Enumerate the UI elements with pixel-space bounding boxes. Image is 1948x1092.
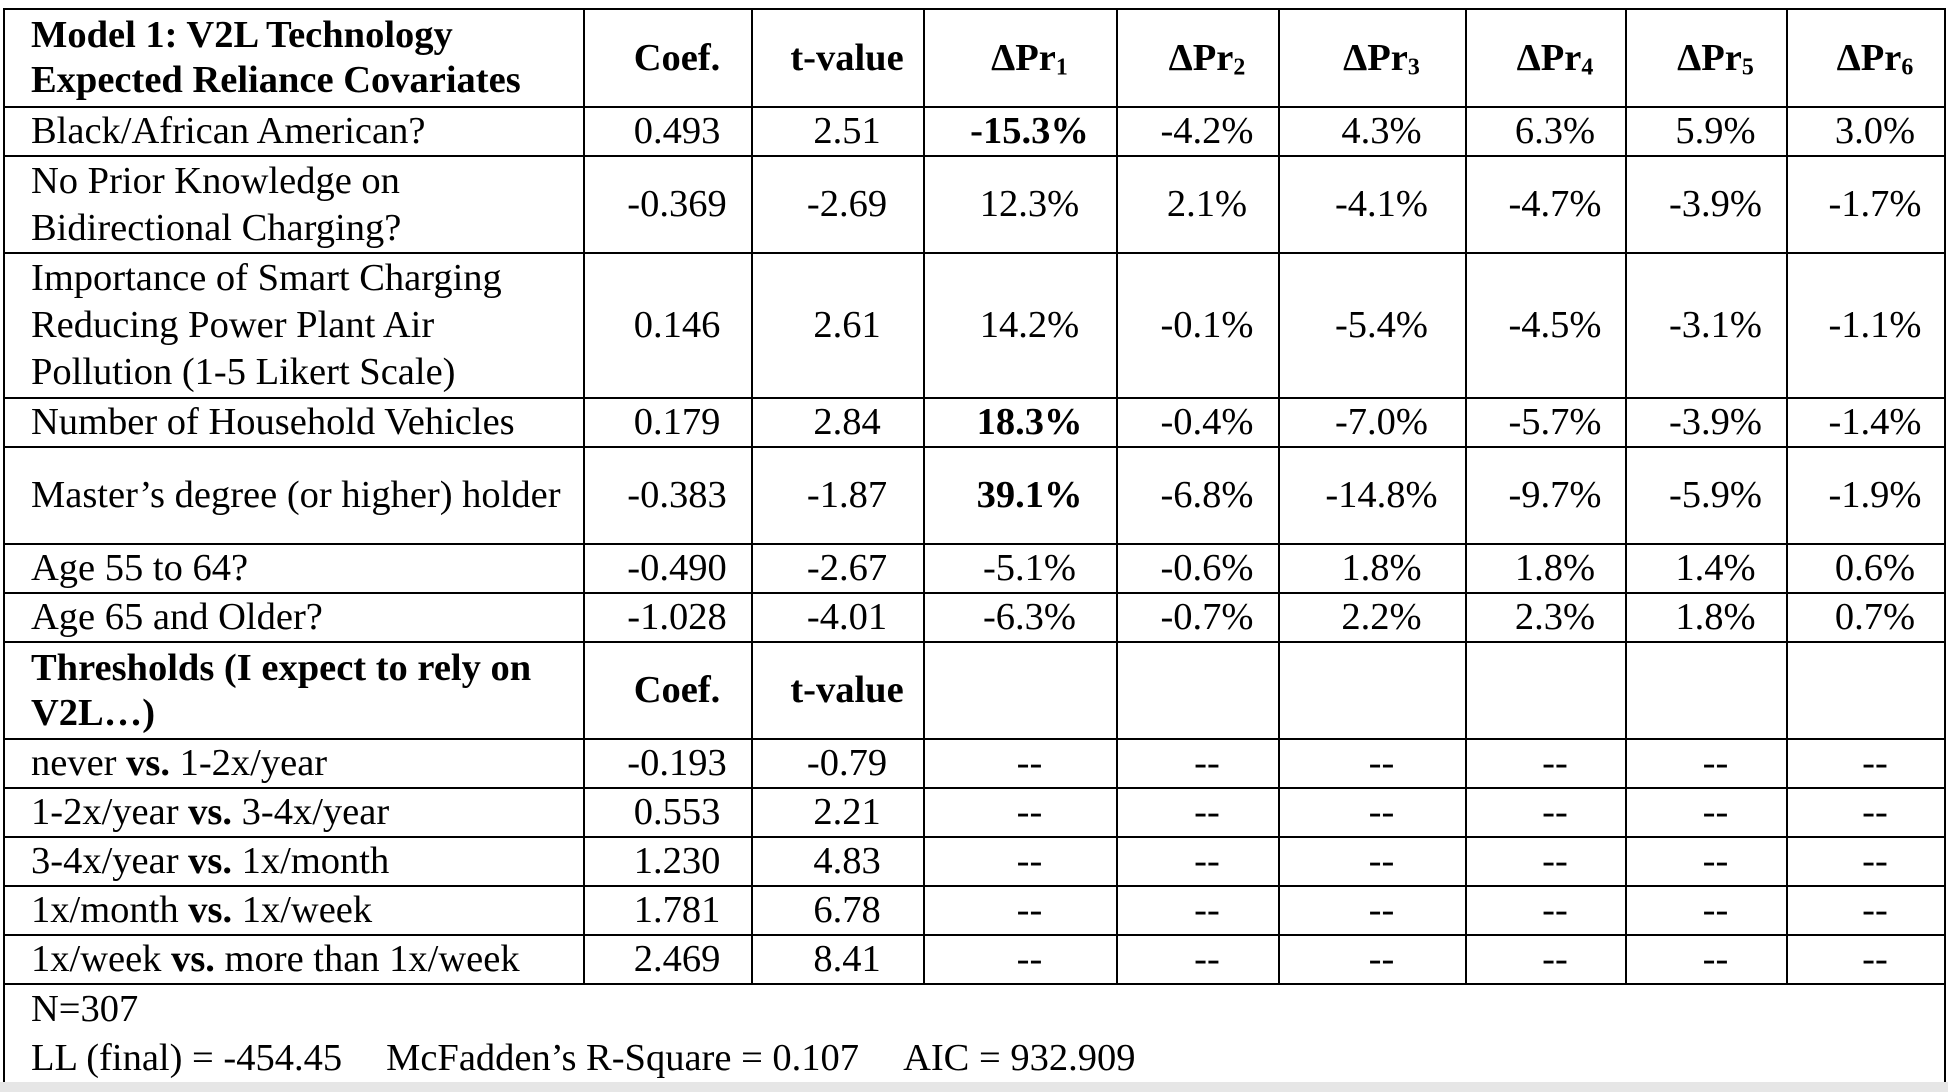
aic: AIC = 932.909 (903, 1037, 1136, 1079)
t-value-cell: -2.69 (752, 156, 924, 253)
dpr6-cell: -1.1% (1787, 253, 1945, 398)
dpr5-cell: 5.9% (1626, 107, 1787, 156)
row-label: Age 65 and Older? (4, 593, 584, 642)
coef-cell: -1.028 (584, 593, 752, 642)
t-value-cell: -2.67 (752, 544, 924, 593)
table-row (4, 156, 1945, 253)
dpr6-cell: -1.9% (1787, 447, 1945, 544)
dash-cell: -- (1626, 837, 1787, 886)
dpr5-cell: -3.1% (1626, 253, 1787, 398)
mcfadden-r-square: McFadden’s R-Square = 0.107 (386, 1037, 860, 1079)
coef-cell: 0.553 (584, 788, 752, 837)
threshold-label: 1x/week vs. more than 1x/week (4, 935, 584, 984)
dash-cell: -- (1466, 935, 1626, 984)
thresholds-header-row (4, 642, 1945, 739)
coef-header: Coef. (584, 9, 752, 107)
t-value-cell: 8.41 (752, 935, 924, 984)
empty-cell (1466, 642, 1626, 739)
dash-cell: -- (1117, 788, 1279, 837)
dpr2-cell: 2.1% (1117, 156, 1279, 253)
dpr3-cell: -5.4% (1279, 253, 1466, 398)
dpr3-cell: -14.8% (1279, 447, 1466, 544)
dpr3-cell: -7.0% (1279, 398, 1466, 447)
dash-cell: -- (1626, 935, 1787, 984)
t-value-cell: 2.51 (752, 107, 924, 156)
dash-cell: -- (1279, 935, 1466, 984)
coef-cell: 1.781 (584, 886, 752, 935)
dash-cell: -- (1466, 788, 1626, 837)
coef-cell: -0.383 (584, 447, 752, 544)
t-value-cell: -1.87 (752, 447, 924, 544)
dash-cell: -- (1117, 739, 1279, 788)
dash-cell: -- (924, 837, 1117, 886)
dpr4-cell: -5.7% (1466, 398, 1626, 447)
table-title: Model 1: V2L Technology Expected Reliance Covariates (4, 9, 584, 107)
dash-cell: -- (1466, 837, 1626, 886)
dash-cell: -- (924, 935, 1117, 984)
threshold-row (4, 886, 1945, 935)
dash-cell: -- (1117, 935, 1279, 984)
dpr4-cell: 6.3% (1466, 107, 1626, 156)
dash-cell: -- (1626, 739, 1787, 788)
threshold-label: 1-2x/year vs. 3-4x/year (4, 788, 584, 837)
t-value-cell: 2.21 (752, 788, 924, 837)
row-label: Importance of Smart Charging Reducing Power Plant Air Pollution (1-5 Likert Scale) (4, 253, 584, 398)
t-value-cell: 2.61 (752, 253, 924, 398)
dpr1-cell: -6.3% (924, 593, 1117, 642)
coef-cell: 0.146 (584, 253, 752, 398)
table-row (4, 447, 1945, 544)
dpr3-header: ΔPr$_3$ (1279, 9, 1466, 107)
dpr4-cell: 2.3% (1466, 593, 1626, 642)
dpr4-cell: 1.8% (1466, 544, 1626, 593)
model-fit-statistics (4, 984, 1945, 1083)
t-value-cell: -0.79 (752, 739, 924, 788)
dpr4-cell: -9.7% (1466, 447, 1626, 544)
t-value-cell: 2.84 (752, 398, 924, 447)
page-bottom-bar (0, 1082, 1948, 1092)
header-row (4, 9, 1945, 107)
dash-cell: -- (1626, 788, 1787, 837)
dash-cell: -- (924, 788, 1117, 837)
empty-cell (924, 642, 1117, 739)
threshold-label: 3-4x/year vs. 1x/month (4, 837, 584, 886)
thresholds-t-value-header: t-value (752, 642, 924, 739)
dpr5-cell: -5.9% (1626, 447, 1787, 544)
t-value-header: t-value (752, 9, 924, 107)
table-row (4, 107, 1945, 156)
dash-cell: -- (1787, 788, 1945, 837)
fit-stats-line (31, 1034, 1936, 1083)
dpr1-cell: -15.3% (924, 107, 1117, 156)
dpr3-cell: 4.3% (1279, 107, 1466, 156)
dpr6-cell: -1.4% (1787, 398, 1945, 447)
dash-cell: -- (1466, 886, 1626, 935)
empty-cell (1279, 642, 1466, 739)
dpr5-cell: 1.4% (1626, 544, 1787, 593)
dash-cell: -- (1787, 739, 1945, 788)
dash-cell: -- (1117, 837, 1279, 886)
dash-cell: -- (1279, 739, 1466, 788)
thresholds-title: Thresholds (I expect to rely on V2L…) (4, 642, 584, 739)
dpr1-cell: 39.1% (924, 447, 1117, 544)
dpr6-header: ΔPr$_6$ (1787, 9, 1945, 107)
dash-cell: -- (1117, 886, 1279, 935)
row-label: Age 55 to 64? (4, 544, 584, 593)
dpr2-cell: -0.6% (1117, 544, 1279, 593)
footer-row (4, 984, 1945, 1083)
table-row (4, 544, 1945, 593)
threshold-label: 1x/month vs. 1x/week (4, 886, 584, 935)
dash-cell: -- (1787, 837, 1945, 886)
coef-cell: 0.493 (584, 107, 752, 156)
dpr3-cell: -4.1% (1279, 156, 1466, 253)
table-row (4, 398, 1945, 447)
dash-cell: -- (924, 886, 1117, 935)
dpr3-cell: 1.8% (1279, 544, 1466, 593)
threshold-row (4, 788, 1945, 837)
dpr1-cell: 12.3% (924, 156, 1117, 253)
dpr1-cell: -5.1% (924, 544, 1117, 593)
coef-cell: 1.230 (584, 837, 752, 886)
empty-cell (1787, 642, 1945, 739)
t-value-cell: 4.83 (752, 837, 924, 886)
empty-cell (1117, 642, 1279, 739)
dash-cell: -- (924, 739, 1117, 788)
dash-cell: -- (1466, 739, 1626, 788)
dash-cell: -- (1279, 886, 1466, 935)
row-label: Black/African American? (4, 107, 584, 156)
dpr2-cell: -0.7% (1117, 593, 1279, 642)
dpr1-header: ΔPr$_1$ (924, 9, 1117, 107)
dpr6-cell: -1.7% (1787, 156, 1945, 253)
empty-cell (1626, 642, 1787, 739)
row-label: Master’s degree (or higher) holder (4, 447, 584, 544)
dpr1-cell: 14.2% (924, 253, 1117, 398)
table-row (4, 253, 1945, 398)
coef-cell: 2.469 (584, 935, 752, 984)
coef-cell: -0.490 (584, 544, 752, 593)
dpr4-header: ΔPr$_4$ (1466, 9, 1626, 107)
dpr1-cell: 18.3% (924, 398, 1117, 447)
row-label: Number of Household Vehicles (4, 398, 584, 447)
row-label: No Prior Knowledge on Bidirectional Charging? (4, 156, 584, 253)
sample-size: N=307 (31, 988, 139, 1030)
dash-cell: -- (1279, 788, 1466, 837)
dash-cell: -- (1279, 837, 1466, 886)
dpr5-cell: -3.9% (1626, 398, 1787, 447)
t-value-cell: 6.78 (752, 886, 924, 935)
dpr3-cell: 2.2% (1279, 593, 1466, 642)
dpr4-cell: -4.7% (1466, 156, 1626, 253)
coef-cell: -0.369 (584, 156, 752, 253)
results-table (3, 8, 1946, 1083)
dash-cell: -- (1787, 935, 1945, 984)
dpr4-cell: -4.5% (1466, 253, 1626, 398)
dpr2-cell: -4.2% (1117, 107, 1279, 156)
dpr2-header: ΔPr$_2$ (1117, 9, 1279, 107)
coef-cell: 0.179 (584, 398, 752, 447)
dpr2-cell: -0.4% (1117, 398, 1279, 447)
threshold-label: never vs. 1-2x/year (4, 739, 584, 788)
dash-cell: -- (1626, 886, 1787, 935)
threshold-row (4, 935, 1945, 984)
dpr5-header: ΔPr$_5$ (1626, 9, 1787, 107)
t-value-cell: -4.01 (752, 593, 924, 642)
dpr6-cell: 3.0% (1787, 107, 1945, 156)
dpr5-cell: 1.8% (1626, 593, 1787, 642)
thresholds-coef-header: Coef. (584, 642, 752, 739)
threshold-row (4, 837, 1945, 886)
dpr2-cell: -0.1% (1117, 253, 1279, 398)
threshold-row (4, 739, 1945, 788)
dpr6-cell: 0.7% (1787, 593, 1945, 642)
table-row (4, 593, 1945, 642)
dpr2-cell: -6.8% (1117, 447, 1279, 544)
log-likelihood: LL (final) = -454.45 (31, 1037, 343, 1079)
dpr5-cell: -3.9% (1626, 156, 1787, 253)
coef-cell: -0.193 (584, 739, 752, 788)
dash-cell: -- (1787, 886, 1945, 935)
dpr6-cell: 0.6% (1787, 544, 1945, 593)
